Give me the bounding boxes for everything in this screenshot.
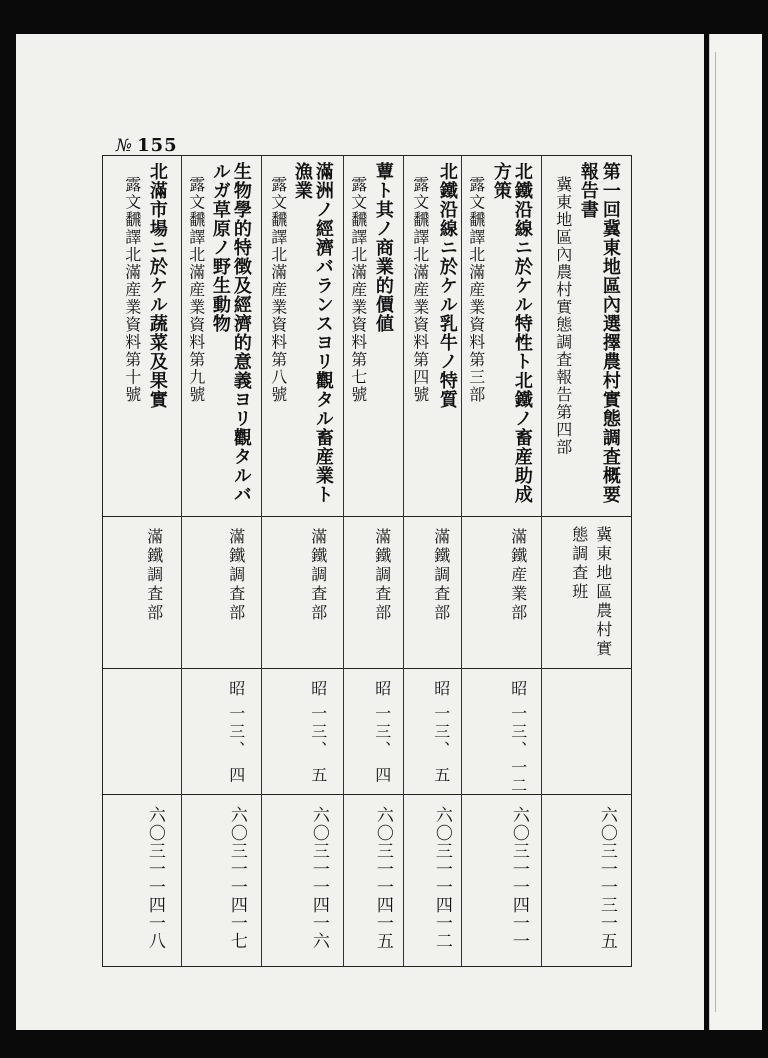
entry-4-year: 昭 一三、 四 <box>372 680 392 785</box>
entry-3-title: 北鐵沿線ニ於ケル乳牛ノ特質 <box>436 162 458 409</box>
entry-6-title-line-2: ルガ草原ノ野生動物 <box>209 162 231 333</box>
row-divider <box>541 156 542 966</box>
entry-1-publisher-line-1: 冀東地區農村實 <box>593 526 613 659</box>
page-number-prefix: № <box>116 136 134 156</box>
page-number-value: 155 <box>137 135 178 156</box>
entry-1-title-line-2: 報告書 <box>577 162 599 219</box>
entry-1-publisher-line-2: 態調査班 <box>569 526 589 602</box>
entry-1-call-number: 六〇三一一三一五 <box>596 806 617 950</box>
entry-2-call-number: 六〇三一一四一一 <box>508 806 529 950</box>
entry-4-publisher: 滿鐵調査部 <box>372 528 392 623</box>
entry-2-title-line-2: 方策 <box>490 162 512 200</box>
entry-4-call-number: 六〇三一一四一五 <box>372 806 393 950</box>
entry-7-title: 北滿市場ニ於ケル蔬菜及果實 <box>146 162 168 409</box>
entry-4-title: 蕈ト其ノ商業的價値 <box>372 162 394 333</box>
section-divider-date <box>103 794 631 795</box>
entry-5-series: 露文飜譯北滿産業資料第八號 <box>268 176 288 404</box>
entry-5-title-line-1: 滿洲ノ經濟バランスヨリ觀タル畜産業ト <box>312 162 334 504</box>
entry-2-title-line-1: 北鐵沿線ニ於ケル特性ト北鐵ノ畜産助成 <box>511 162 533 504</box>
page-fold-line <box>715 52 716 1012</box>
entry-5-publisher: 滿鐵調査部 <box>308 528 328 623</box>
section-divider-publisher <box>103 516 631 517</box>
entry-3-year: 昭 一三、 五 <box>431 680 451 785</box>
entry-2-year: 昭 一三、一二 <box>508 680 528 796</box>
entry-6-year: 昭 一三、 四 <box>226 680 246 785</box>
entry-6-title-line-1: 生物學的特徴及經濟的意義ヨリ觀タルバ <box>230 162 252 504</box>
entry-1-series: 冀東地區內農村實態調査報告第四部 <box>553 176 573 456</box>
row-divider <box>261 156 262 966</box>
entry-7-call-number: 六〇三一一四一八 <box>144 806 165 950</box>
entry-6-series: 露文飜譯北滿産業資料第九號 <box>186 176 206 404</box>
entry-6-call-number: 六〇三一一四一七 <box>226 806 247 950</box>
entry-5-title-line-2: 漁業 <box>291 162 313 200</box>
row-divider <box>181 156 182 966</box>
entry-2-publisher: 滿鐵産業部 <box>508 528 528 623</box>
entry-5-year: 昭 一三、 五 <box>308 680 328 785</box>
section-divider-year <box>103 668 631 669</box>
entry-6-publisher: 滿鐵調査部 <box>226 528 246 623</box>
entry-7-series: 露文飜譯北滿産業資料第十號 <box>122 176 142 404</box>
row-divider <box>461 156 462 966</box>
page-number <box>116 135 178 156</box>
entry-1-title-line-1: 第一回冀東地區內選擇農村實態調査概要 <box>599 162 621 504</box>
row-divider <box>403 156 404 966</box>
entry-5-call-number: 六〇三一一四一六 <box>308 806 329 950</box>
entry-4-series: 露文飜譯北滿産業資料第七號 <box>348 176 368 404</box>
catalog-table <box>102 155 632 967</box>
entry-3-call-number: 六〇三一一四一二 <box>431 806 452 950</box>
entry-7-publisher: 滿鐵調査部 <box>144 528 164 623</box>
entry-3-series: 露文飜譯北滿産業資料第四號 <box>410 176 430 404</box>
row-divider <box>343 156 344 966</box>
entry-3-publisher: 滿鐵調査部 <box>431 528 451 623</box>
adjacent-page-strip <box>709 34 762 1030</box>
entry-2-series: 露文飜譯北滿産業資料第三部 <box>466 176 486 404</box>
